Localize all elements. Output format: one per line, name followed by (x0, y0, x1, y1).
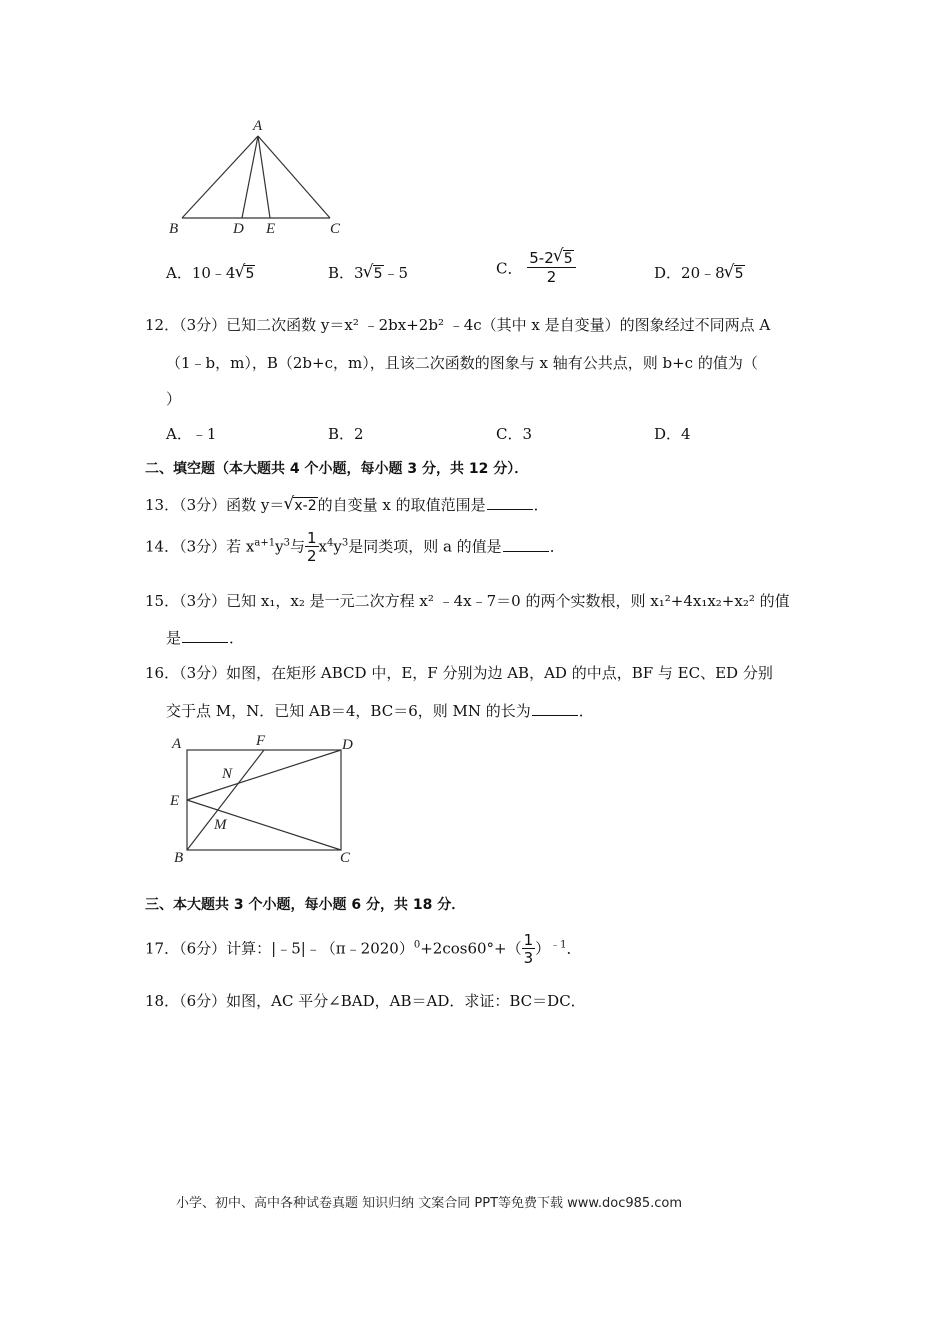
question-text-post: 的自变量 x 的取值范围是 (317, 496, 486, 514)
exponent: 3 (341, 537, 349, 549)
fraction-numerator: 1 (523, 931, 534, 949)
sqrt-symbol (284, 496, 317, 514)
question-score: （3分） (179, 537, 227, 556)
question-end: ． (533, 496, 549, 514)
variable: y (333, 537, 342, 556)
question-end: ． (549, 537, 565, 556)
q12-line2: （1﹣b，m），B（2b+c，m），且该二次函数的图象与 x 轴有公共点，则 b+c 的值为（ (166, 354, 758, 372)
fraction (522, 932, 536, 967)
label-a: A (172, 736, 182, 752)
exponent: 4 (326, 537, 334, 549)
sqrt-symbol (554, 250, 574, 267)
q12-option-d[interactable]: D．4 (654, 425, 691, 443)
option-b-suffix: ﹣5 (383, 264, 409, 282)
question-number: 15． (145, 592, 180, 610)
label-b: B (169, 221, 179, 237)
label-n: N (222, 766, 233, 782)
question-text: 已知二次函数 y＝x² ﹣2bx+2b² ﹣4c（其中 x 是自变量）的图象经过不同两点 A (226, 316, 771, 334)
q16-line2 (166, 700, 594, 721)
label-c: C (340, 850, 351, 866)
fraction-denominator: 2 (546, 268, 557, 286)
q12-option-a[interactable]: A．﹣1 (166, 425, 217, 443)
sqrt-symbol (725, 264, 745, 282)
triangle-figure (160, 112, 360, 242)
fraction-denominator: 3 (523, 949, 534, 967)
answer-blank[interactable] (182, 630, 228, 643)
question-number: 14． (145, 537, 180, 556)
question-text: 若 x (226, 537, 255, 556)
label-d: D (342, 737, 353, 753)
question-score: （3分） (179, 496, 227, 514)
question-13 (145, 494, 549, 515)
question-end: ． (566, 939, 582, 958)
segment-ad (242, 136, 258, 218)
option-d-text: D．20﹣8 (654, 264, 725, 282)
q12-line1 (145, 314, 770, 335)
label-e: E (266, 221, 276, 237)
segment-ec (187, 800, 341, 850)
question-number: 13． (145, 496, 180, 514)
fraction-denominator: 2 (306, 547, 317, 565)
segment-bf (187, 750, 264, 850)
question-17 (145, 932, 582, 967)
question-score: （3分） (179, 316, 227, 334)
radicand: x-2 (294, 498, 317, 514)
question-end: ． (578, 702, 594, 720)
segment-ed (187, 750, 341, 800)
q16-line1 (145, 662, 773, 683)
close-paren: ） (535, 939, 551, 958)
question-text: 已知 x₁，x₂ 是一元二次方程 x² ﹣4x﹣7＝0 的两个实数根，则 x₁²+4x₁x₂+x₂² 的值 (226, 592, 790, 610)
q11-option-b[interactable] (328, 262, 408, 283)
label-c: C (330, 221, 341, 237)
option-c-text: C． (496, 259, 523, 278)
q11-option-d[interactable] (654, 262, 745, 283)
radicand: 5 (245, 266, 255, 282)
question-score: （3分） (179, 664, 227, 682)
section-3-title: 三、本大题共 3 个小题，每小题 6 分，共 18 分． (145, 897, 466, 913)
question-number: 18． (145, 992, 180, 1010)
label-a: A (253, 118, 263, 134)
connector-text: 与 (289, 537, 305, 556)
variable: y (275, 537, 284, 556)
question-text: 计算：|﹣5|﹣（π﹣2020） (226, 939, 414, 958)
q11-option-a[interactable] (166, 262, 255, 283)
question-text: 交于点 M，N．已知 AB＝4，BC＝6，则 MN 的长为 (166, 702, 531, 720)
question-text: 如图，在矩形 ABCD 中，E，F 分别为边 AB，AD 的中点，BF 与 EC、ED 分别 (226, 664, 773, 682)
q11-option-c[interactable] (496, 250, 576, 286)
question-14 (145, 530, 565, 565)
question-score: （6分） (179, 939, 227, 958)
rectangle-abcd (187, 750, 341, 850)
label-b: B (174, 850, 184, 866)
q12-line3: ） (166, 390, 182, 408)
fraction (527, 250, 575, 286)
question-score: （3分） (179, 592, 227, 610)
q15-line1 (145, 590, 790, 611)
question-text: 函数 y＝ (226, 496, 285, 514)
answer-blank[interactable] (487, 497, 533, 510)
question-number: 17． (145, 939, 180, 958)
sqrt-symbol (364, 264, 384, 282)
numerator-text: 5-2 (529, 249, 554, 267)
answer-blank[interactable] (503, 539, 549, 552)
question-number: 16． (145, 664, 180, 682)
q12-option-c[interactable]: C．3 (496, 425, 533, 443)
label-m: M (214, 817, 227, 833)
exponent: a+1 (254, 537, 276, 549)
label-f: F (256, 733, 266, 749)
exponent: ﹣1 (550, 939, 567, 951)
exponent: 3 (283, 537, 290, 549)
radicand: 5 (373, 266, 383, 282)
radicand: 5 (563, 251, 573, 267)
answer-blank[interactable] (532, 703, 578, 716)
q15-line2 (166, 627, 244, 648)
question-text: 是 (166, 629, 182, 647)
fraction-numerator: 1 (306, 529, 317, 547)
question-text-post: 是同类项，则 a 的值是 (348, 537, 502, 556)
radicand: 5 (734, 266, 744, 282)
question-number: 12． (145, 316, 180, 334)
sqrt-symbol (235, 264, 255, 282)
side-ab (182, 136, 258, 218)
q12-option-b[interactable]: B．2 (328, 425, 364, 443)
section-2-title: 二、填空题（本大题共 4 个小题，每小题 3 分，共 12 分）． (145, 461, 529, 477)
rectangle-figure (160, 728, 370, 868)
question-end: ． (229, 629, 245, 647)
exponent: 0 (413, 939, 421, 951)
fraction-numerator (527, 250, 575, 268)
question-score: （6分） (179, 992, 227, 1010)
option-b-text: B．3 (328, 264, 364, 282)
label-e: E (170, 793, 180, 809)
footer-text[interactable]: 小学、初中、高中各种试卷真题 知识归纳 文案合同 PPT等免费下载 www.doc985.com (176, 1196, 683, 1211)
question-text: 如图，AC 平分∠BAD，AB＝AD．求证：BC＝DC． (226, 992, 586, 1010)
option-a-text: A．10﹣4 (166, 264, 236, 282)
question-18 (145, 990, 586, 1011)
label-d: D (233, 221, 244, 237)
variable: x (318, 537, 327, 556)
fraction (305, 530, 319, 565)
question-text-mid: +2cos60°+（ (420, 939, 522, 958)
